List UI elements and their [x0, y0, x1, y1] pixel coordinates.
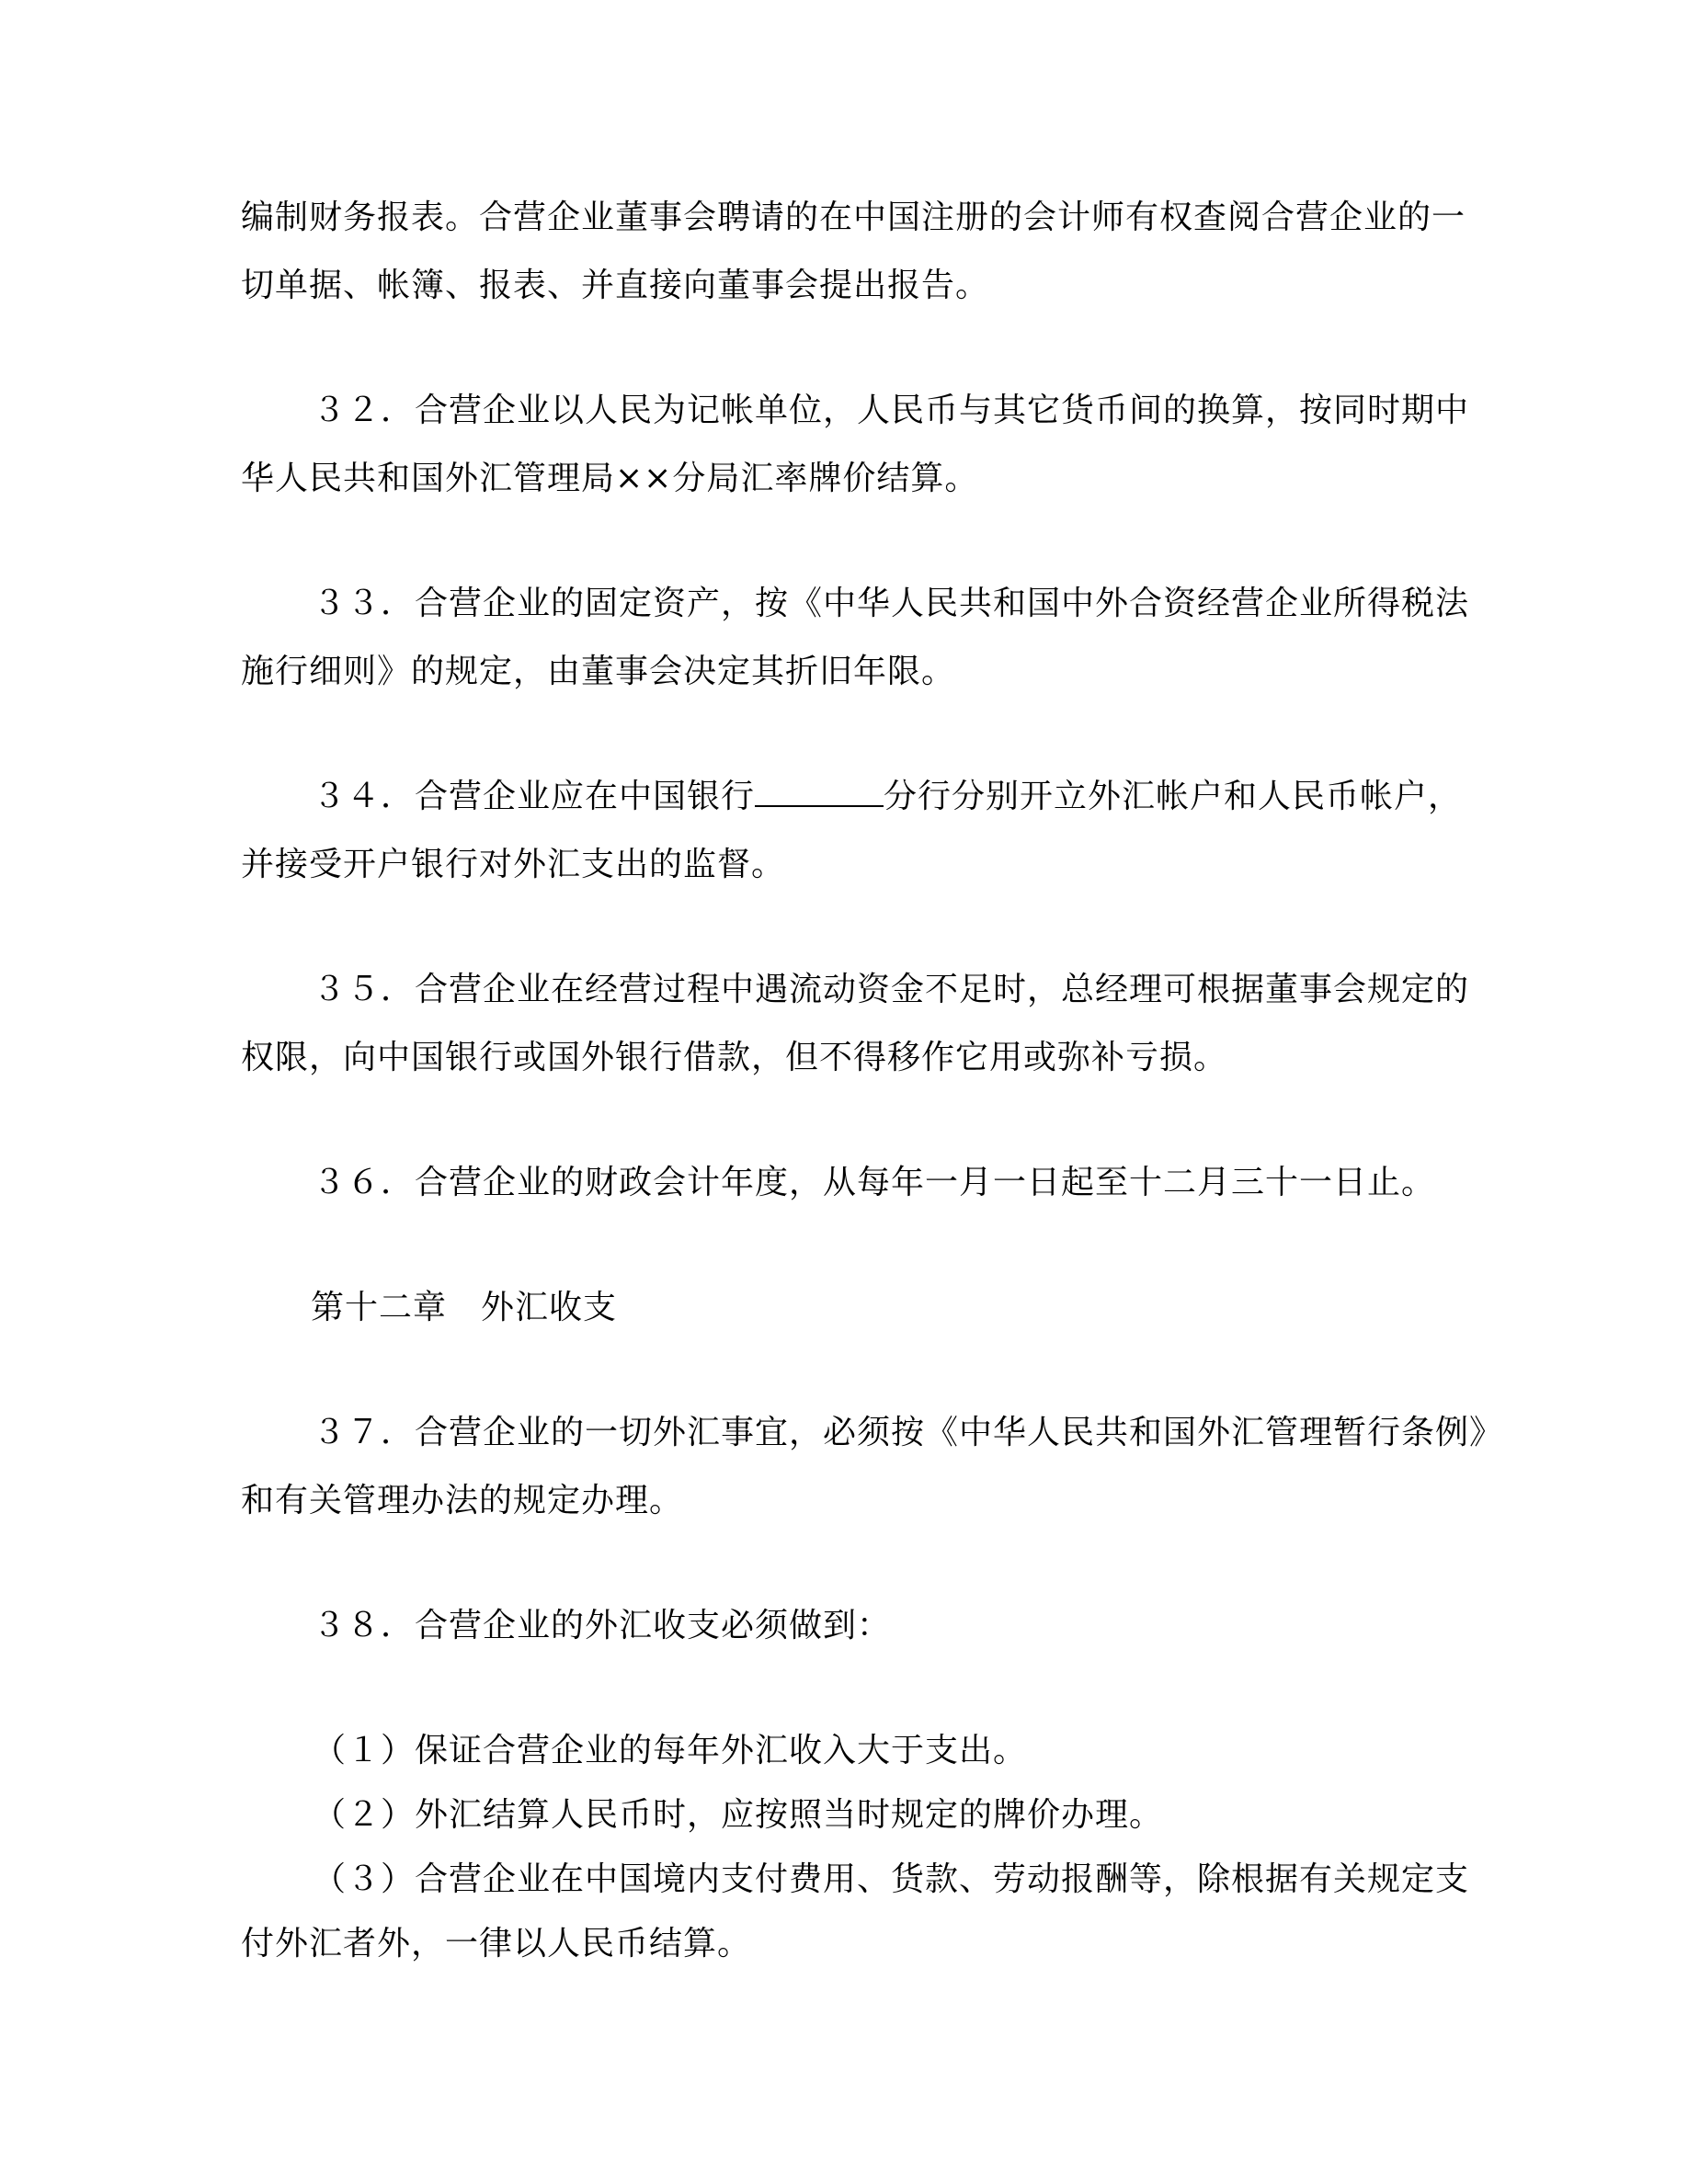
text-line: 并接受开户银行对外汇支出的监督。: [241, 846, 786, 883]
text-line: 付外汇者外，一律以人民币结算。: [241, 1925, 752, 1962]
text-line: 华人民共和国外汇管理局××分局汇率牌价结算。: [241, 460, 979, 497]
article-34-text-after: 分行分别开立外汇帐户和人民币帐户，: [884, 778, 1463, 815]
article-32: ３２．合营企业以人民为记帐单位，人民币与其它货币间的换算，按同时期中: [313, 392, 1470, 429]
article-36: ３６．合营企业的财政会计年度，从每年一月一日起至十二月三十一日止。: [313, 1164, 1436, 1201]
text-line: 权限，向中国银行或国外银行借款，但不得移作它用或弥补亏损。: [241, 1039, 1228, 1076]
article-33: ３３．合营企业的固定资产，按《中华人民共和国中外合资经营企业所得税法: [313, 585, 1470, 622]
list-item-3: （３）合营企业在中国境内支付费用、货款、劳动报酬等，除根据有关规定支: [313, 1860, 1470, 1898]
article-34-text-before: ３４．合营企业应在中国银行: [313, 778, 756, 815]
text-line: 切单据、帐簿、报表、并直接向董事会提出报告。: [241, 267, 990, 304]
article-37: ３７．合营企业的一切外汇事宜，必须按《中华人民共和国外汇管理暂行条例》: [313, 1414, 1504, 1451]
bank-branch-blank: [755, 778, 884, 807]
article-34: [313, 774, 1463, 820]
list-item-2: （２）外汇结算人民币时，应按照当时规定的牌价办理。: [313, 1796, 1164, 1834]
article-35: ３５．合营企业在经营过程中遇流动资金不足时，总经理可根据董事会规定的: [313, 971, 1470, 1008]
list-item-1: （１）保证合营企业的每年外汇收入大于支出。: [313, 1732, 1028, 1769]
text-line: 和有关管理办法的规定办理。: [241, 1482, 684, 1519]
article-38: ３８．合营企业的外汇收支必须做到：: [313, 1607, 892, 1644]
text-line: 施行细则》的规定，由董事会决定其折旧年限。: [241, 653, 956, 690]
text-line: 编制财务报表。合营企业董事会聘请的在中国注册的会计师有权查阅合营企业的一: [241, 199, 1466, 236]
chapter-heading: 第十二章 外汇收支: [311, 1289, 618, 1326]
